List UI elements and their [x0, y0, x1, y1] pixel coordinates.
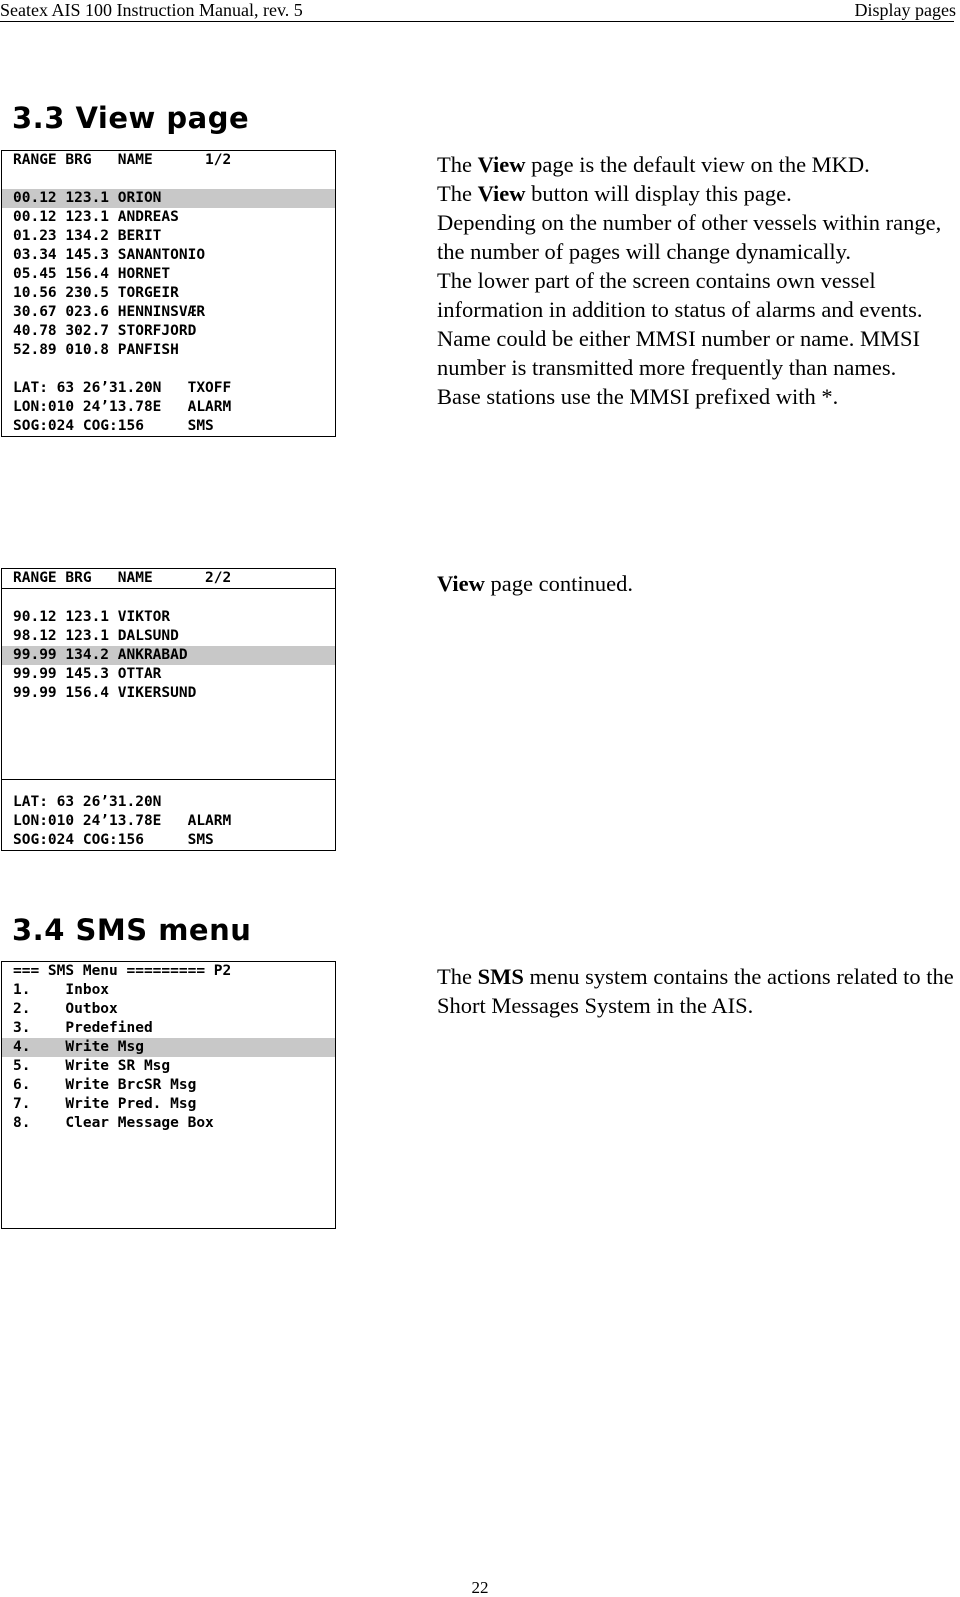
desc-text: page continued. — [484, 571, 633, 596]
own-vessel-info — [2, 779, 335, 850]
vessel-row: 99.99 156.4 VIKERSUND — [13, 685, 197, 701]
vessel-row: 03.34 145.3 SANANTONIO — [13, 247, 206, 263]
desc-text: page is the default view on the MKD. — [525, 152, 870, 177]
section-number: 3.3 — [12, 101, 65, 135]
vessel-row: 10.56 230.5 TORGEIR — [13, 285, 179, 301]
vessel-row: 00.12 123.1 ANDREAS — [13, 209, 179, 225]
vessel-row: 98.12 123.1 DALSUND — [13, 628, 179, 644]
vessel-row: 90.12 123.1 VIKTOR — [13, 609, 171, 625]
blank-line — [2, 360, 335, 379]
own-vessel-lon: LON:010 24’13.78E ALARM — [13, 399, 232, 415]
vessel-row: 40.78 302.7 STORFJORD — [13, 323, 197, 339]
running-header-title: Seatex AIS 100 Instruction Manual, rev. 5 — [0, 0, 303, 20]
section-heading-view-page — [12, 101, 249, 135]
menu-item-predefined: 3. Predefined — [13, 1020, 153, 1036]
menu-item-clear-message-box: 8. Clear Message Box — [13, 1115, 214, 1131]
vessel-row-selected: 99.99 134.2 ANKRABAD — [2, 646, 335, 665]
vessel-row: 99.99 145.3 OTTAR — [13, 666, 162, 682]
vessel-row-selected: 00.12 123.1 ORION — [2, 189, 335, 208]
sms-menu-description — [437, 962, 955, 1020]
vessel-row: 01.23 134.2 BERIT — [13, 228, 162, 244]
desc-text: button will display this page. — [525, 181, 792, 206]
desc-bold-term: View — [437, 571, 485, 596]
screen-header: RANGE BRG NAME 2/2 — [2, 569, 335, 589]
own-vessel-lon: LON:010 24’13.78E ALARM — [13, 813, 232, 829]
desc-bold-term: SMS — [477, 964, 524, 989]
view-page-description — [437, 150, 955, 411]
page-number: 22 — [471, 1578, 489, 1597]
desc-bold-term: View — [477, 152, 526, 177]
section-title-text: View page — [75, 101, 250, 135]
view-page-continued-description — [437, 569, 955, 598]
own-vessel-sog-cog: SOG:024 COG:156 SMS — [13, 418, 214, 434]
desc-paragraph — [437, 569, 955, 598]
vessel-row: 52.89 010.8 PANFISH — [13, 342, 179, 358]
running-header-section: Display pages — [854, 0, 956, 20]
view-page-1-screen — [1, 150, 336, 437]
blank-line — [2, 760, 335, 779]
menu-item-write-sr-msg: 5. Write SR Msg — [13, 1058, 171, 1074]
menu-item-write-brcsr-msg: 6. Write BrcSR Msg — [13, 1077, 197, 1093]
desc-paragraph: Base stations use the MMSI prefixed with *. — [437, 384, 839, 409]
menu-item-outbox: 2. Outbox — [13, 1001, 118, 1017]
desc-text: menu system contains the actions related to the Short Messages System in the AIS. — [437, 964, 954, 1018]
own-vessel-lat: LAT: 63 26’31.20N — [13, 794, 162, 810]
menu-item-inbox: 1. Inbox — [13, 982, 110, 998]
desc-text: The — [437, 181, 478, 206]
desc-bold-term: View — [477, 181, 526, 206]
own-vessel-lat: LAT: 63 26’31.20N TXOFF — [13, 380, 232, 396]
view-page-2-screen — [1, 568, 336, 851]
vessel-row: 05.45 156.4 HORNET — [13, 266, 171, 282]
own-vessel-sog-cog: SOG:024 COG:156 SMS — [13, 832, 214, 848]
desc-paragraph — [437, 179, 955, 208]
desc-paragraph: Depending on the number of other vessels within range, the number of pages will change dynamically. — [437, 210, 942, 264]
menu-item-write-pred-msg: 7. Write Pred. Msg — [13, 1096, 197, 1112]
sms-menu-screen — [1, 961, 336, 1229]
desc-paragraph — [437, 962, 955, 1020]
screen-header: RANGE BRG NAME 1/2 — [13, 152, 232, 168]
desc-text: The — [437, 964, 478, 989]
vessel-row: 30.67 023.6 HENNINSVÆR — [13, 304, 206, 320]
blank-line — [2, 741, 335, 760]
blank-line — [2, 722, 335, 741]
menu-header: === SMS Menu ========= P2 — [13, 963, 232, 979]
menu-item-write-msg-selected: 4. Write Msg — [2, 1038, 335, 1057]
blank-line — [2, 703, 335, 722]
blank-line — [2, 589, 335, 608]
section-number: 3.4 — [12, 913, 65, 947]
desc-paragraph — [437, 150, 955, 179]
section-title-text: SMS menu — [75, 913, 252, 947]
blank-line — [2, 170, 335, 189]
section-heading-sms-menu — [12, 913, 251, 947]
desc-paragraph: The lower part of the screen contains own vessel information in addition to status of alarms and events. — [437, 268, 923, 322]
desc-text: The — [437, 152, 478, 177]
header-divider — [0, 21, 954, 22]
desc-paragraph: Name could be either MMSI number or name. MMSI number is transmitted more frequently than names. — [437, 326, 921, 380]
